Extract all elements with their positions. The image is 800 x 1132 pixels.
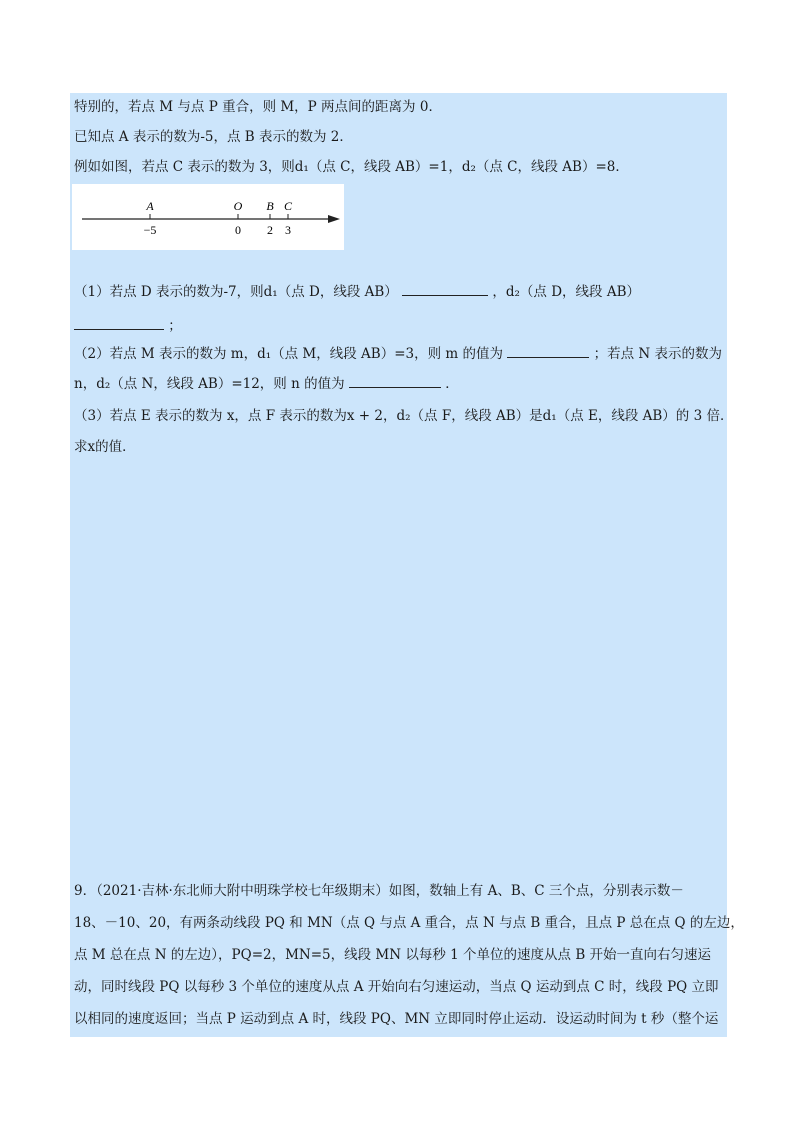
answer-blank-1a[interactable] [402, 281, 488, 296]
point-label-o: O [233, 199, 243, 213]
number-label-a: −5 [143, 223, 157, 237]
question-1-line [74, 281, 640, 302]
question-2-text-a: （2）若点 M 表示的数为 m，d₁（点 M，线段 AB）=3，则 m 的值为 [74, 346, 504, 362]
question-3-line: （3）若点 E 表示的数为 x，点 F 表示的数为x + 2，d₂（点 F，线段 AB）是d₁（点 E，线段 AB）的 3 倍． [74, 408, 734, 424]
text-line-given-points: 已知点 A 表示的数为-5，点 B 表示的数为 2． [74, 129, 353, 145]
text-line-special-case: 特别的，若点 M 与点 P 重合，则 M，P 两点间的距离为 0． [74, 99, 442, 115]
question-1-text-c: ； [168, 318, 182, 334]
question-2-line-2 [74, 373, 459, 394]
question-1-line-2 [74, 315, 182, 336]
question-1-text-a: （1）若点 D 表示的数为-7，则d₁（点 D，线段 AB） [74, 284, 398, 300]
question-9-line-4: 动，同时线段 PQ 以每秒 3 个单位的速度从点 A 开始向右匀速运动，当点 Q 运动到点 C 时，线段 PQ 立即 [74, 979, 719, 995]
text-line-example: 例如如图，若点 C 表示的数为 3，则d₁（点 C，线段 AB）=1，d₂（点 C，线段 AB）=8． [74, 159, 629, 175]
question-2-line [74, 343, 722, 364]
question-2-text-c: n，d₂（点 N，线段 AB）=12，则 n 的值为 [74, 376, 345, 392]
answer-blank-2a[interactable] [507, 343, 589, 358]
point-label-c: C [283, 199, 293, 213]
question-1-text-b: ，d₂（点 D，线段 AB） [492, 284, 641, 300]
question-2-text-b: ；若点 N 表示的数为 [593, 346, 723, 362]
question-9-line-2: 18、－10、20，有两条动线段 PQ 和 MN（点 Q 与点 A 重合，点 N 与点 B 重合，且点 P 总在点 Q 的左边， [74, 915, 744, 931]
axis-arrow [328, 215, 340, 223]
question-9-line-3: 点 M 总在点 N 的左边），PQ=2，MN=5，线段 MN 以每秒 1 个单位的速度从点 B 开始一直向右匀速运 [74, 947, 712, 963]
number-label-o: 0 [235, 223, 241, 237]
number-line-svg [72, 184, 344, 250]
number-label-b: 2 [267, 223, 273, 237]
point-label-b: B [266, 199, 274, 213]
question-3-line-2: 求x的值． [74, 439, 136, 455]
number-label-c: 3 [285, 223, 291, 237]
answer-blank-2b[interactable] [349, 373, 441, 388]
question-9-line-1: 9．（2021·吉林·东北师大附中明珠学校七年级期末）如图，数轴上有 A、B、C 三个点，分别表示数－ [74, 883, 684, 899]
question-2-text-d: ． [445, 376, 459, 392]
question-9-line-5: 以相同的速度返回；当点 P 运动到点 A 时，线段 PQ、MN 立即同时停止运动．设运动时间为 t 秒（整个运 [74, 1011, 719, 1027]
point-label-a: A [146, 199, 154, 213]
answer-blank-1b[interactable] [74, 315, 164, 330]
number-line-figure [72, 184, 344, 250]
